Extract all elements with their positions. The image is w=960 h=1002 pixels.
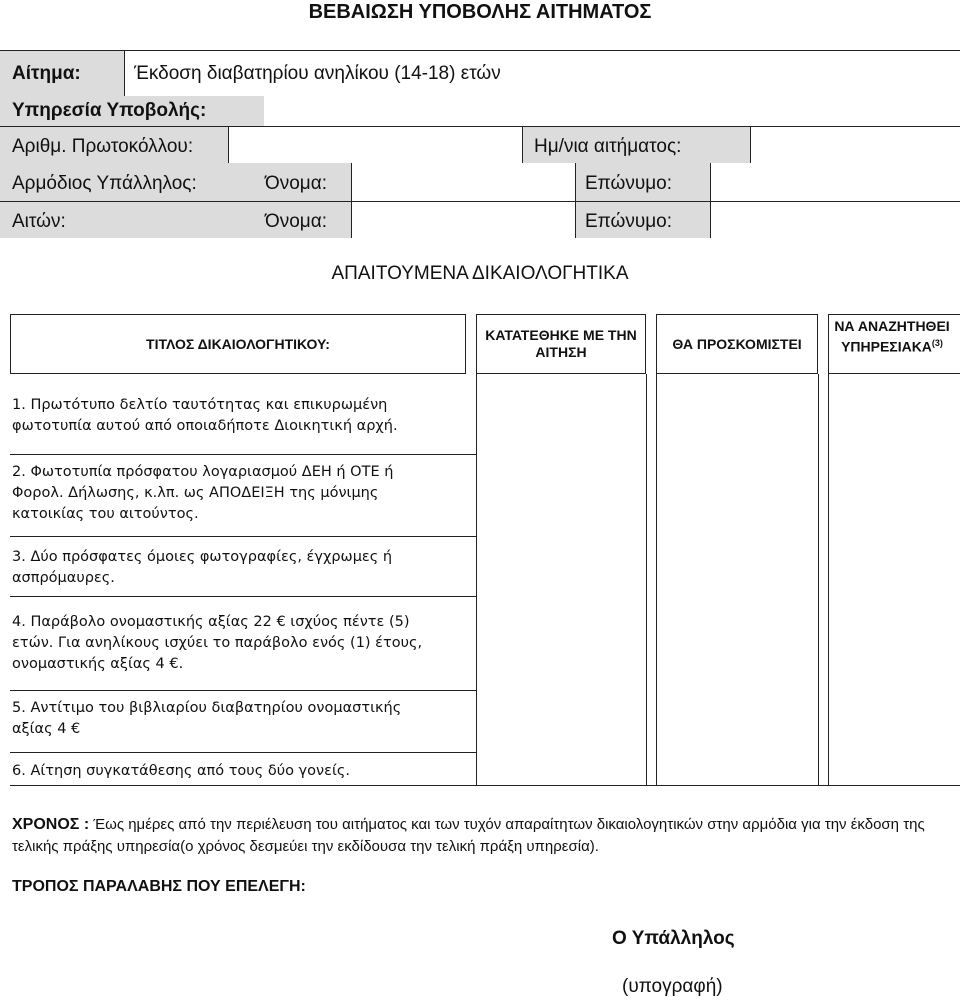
applicant-label: Αιτών: <box>12 211 66 232</box>
request-value: Έκδοση διαβατηρίου ανηλίκου (14-18) ετών <box>134 63 501 84</box>
applicant-name-label: Όνομα: <box>265 211 327 232</box>
col-to-bring-label: ΘΑ ΠΡΟΣΚΟΜΙΣΤΕΙ <box>672 336 802 352</box>
signature-label: (υπογραφή) <box>622 976 723 997</box>
receipt-method-label: ΤΡΟΠΟΣ ΠΑΡΑΛΑΒΗΣ ΠΟΥ ΕΠΕΛΕΓΗ: <box>12 878 306 895</box>
officer-surname-label: Επώνυμο: <box>585 173 673 194</box>
doc-item-2: 2. Φωτοτυπία πρόσφατου λογαριασμού ΔΕΗ ή ΟΤΕ ή Φορολ. Δήλωσης, κ.λπ. ως ΑΠΟΔΕΙΞΗ της μόνιμης κατοικίας του αιτούντος. <box>12 464 394 522</box>
doc-item-5: 5. Αντίτιμο του βιβλιαρίου διαβατηρίου ονομαστικής αξίας 4 € <box>12 700 402 737</box>
col-to-search-note: (3) <box>931 338 943 348</box>
official-label: Ο Υπάλληλος <box>612 928 735 949</box>
request-label: Αίτημα: <box>12 63 81 84</box>
time-label: ΧΡΟΝΟΣ : <box>12 816 90 833</box>
service-label: Υπηρεσία Υποβολής: <box>12 100 207 121</box>
doc-item-3: 3. Δύο πρόσφατες όμοιες φωτογραφίες, έγχρωμες ή ασπρόμαυρες. <box>12 549 393 586</box>
col-to-search-label <box>830 318 954 356</box>
applicant-surname-label: Επώνυμο: <box>585 211 673 232</box>
time-paragraph <box>12 814 952 858</box>
date-label: Ημ/νια αιτήματος: <box>534 136 682 157</box>
officer-label: Αρμόδιος Υπάλληλος: <box>12 173 197 194</box>
protocol-label: Αριθμ. Πρωτοκόλλου: <box>12 136 194 157</box>
time-text: Έως ημέρες από την περιέλευση του αιτήματος και των τυχόν απαραίτητων δικαιολογητικών στην αρμόδια για την έκδοση της τελικής πράξης υπηρεσία(ο χρόνος δεσμεύει την εκδίδουσα την τελική πράξη υπηρεσία). <box>12 816 925 855</box>
page-title: ΒΕΒΑΙΩΣΗ ΥΠΟΒΟΛΗΣ ΑΙΤΗΜΑΤΟΣ <box>308 1 652 23</box>
col-to-search-text: ΝΑ ΑΝΑΖΗΤΗΘΕΙ ΥΠΗΡΕΣΙΑΚΑ <box>834 318 950 355</box>
doc-item-6: 6. Αίτηση συγκατάθεσης από τους δύο γονείς. <box>12 763 350 779</box>
col-title-label: ΤΙΤΛΟΣ ΔΙΚΑΙΟΛΟΓΗΤΙΚΟΥ: <box>146 336 330 352</box>
officer-name-label: Όνομα: <box>265 173 327 194</box>
required-docs-title: ΑΠΑΙΤΟΥΜΕΝΑ ΔΙΚΑΙΟΛΟΓΗΤΙΚΑ <box>331 263 629 284</box>
col-submitted-label: ΚΑΤΑΤΕΘΗΚΕ ΜΕ ΤΗΝ ΑΙΤΗΣΗ <box>485 327 637 360</box>
doc-item-4: 4. Παράβολο ονομαστικής αξίας 22 € ισχύος πέντε (5) ετών. Για ανηλίκους ισχύει το παράβολο ενός (1) έτους, ονομαστικής αξίας 4 €. <box>12 614 423 672</box>
doc-item-1: 1. Πρωτότυπο δελτίο ταυτότητας και επικυρωμένη φωτοτυπία αυτού από οποιαδήποτε Διοικητική αρχή. <box>12 397 398 434</box>
